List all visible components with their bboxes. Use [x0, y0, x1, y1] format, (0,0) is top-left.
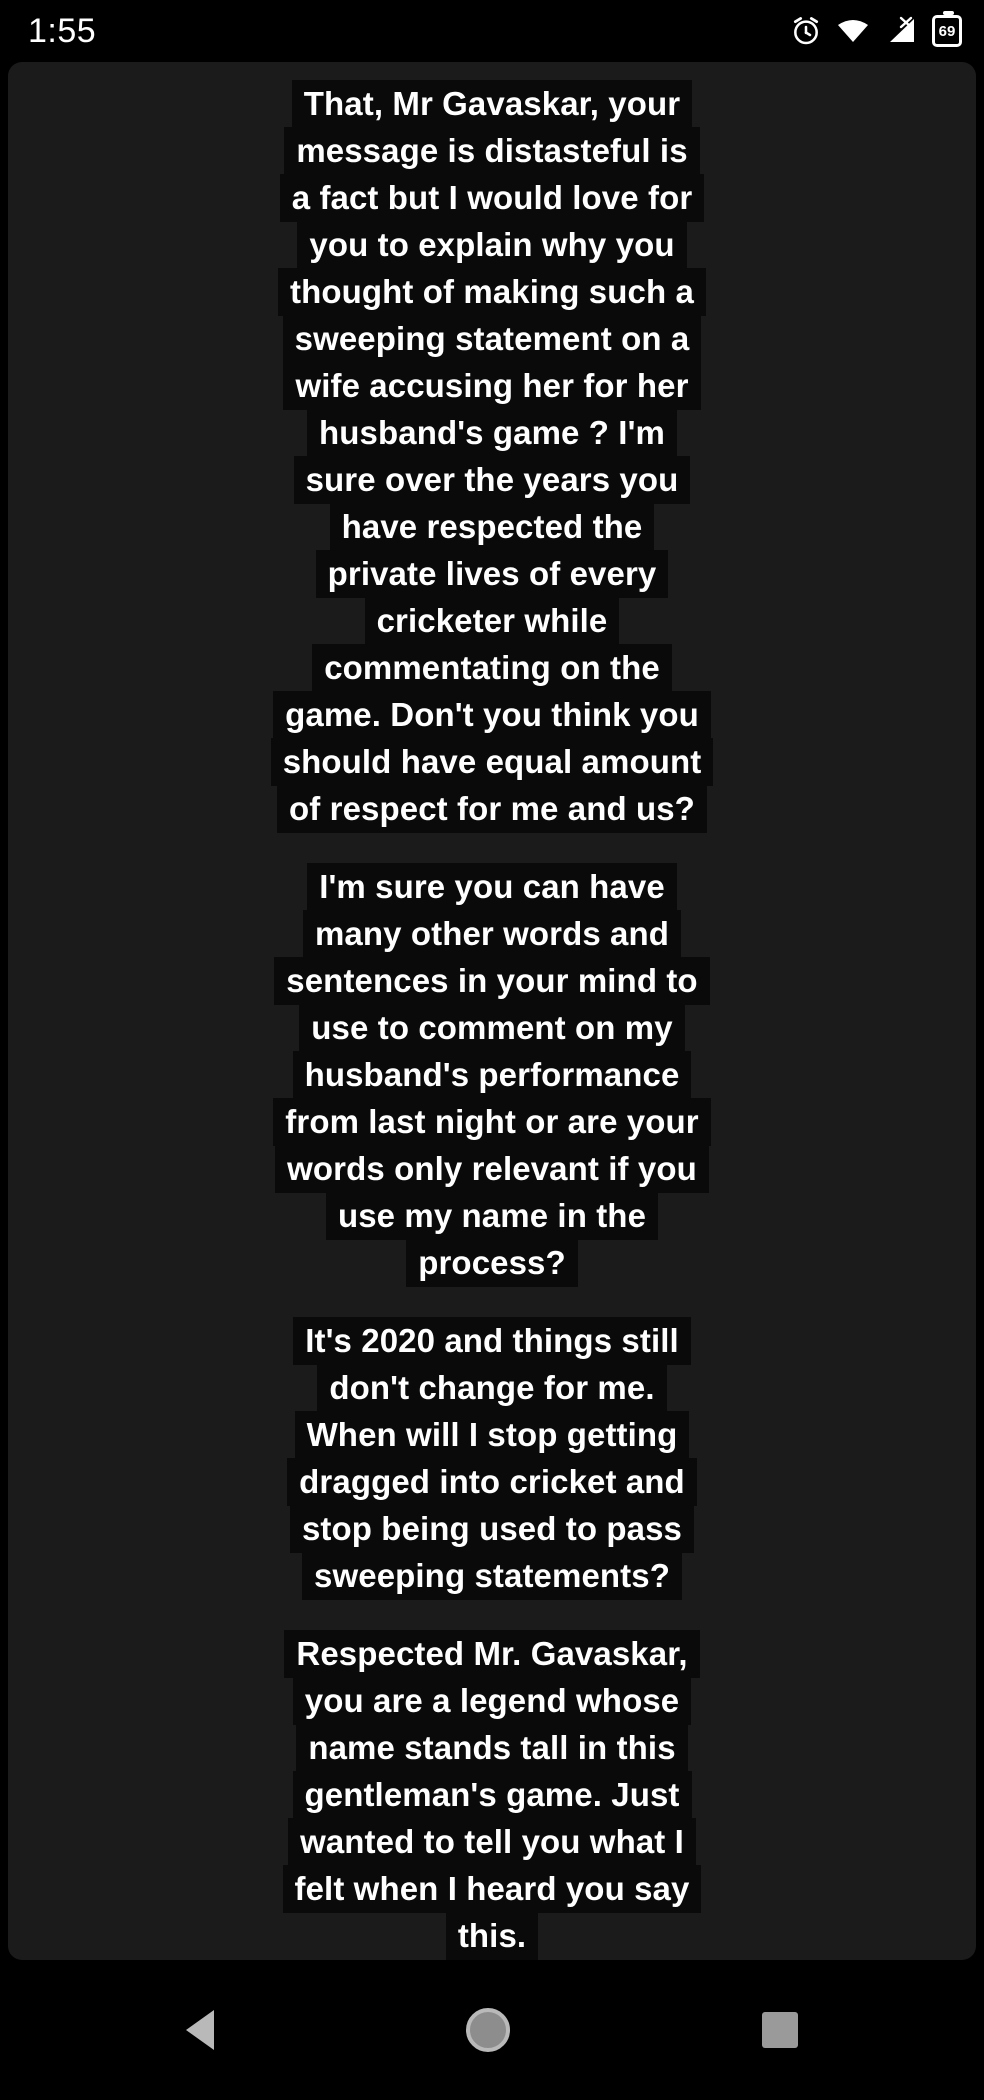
story-text-line: commentating on the [312, 644, 672, 692]
back-icon[interactable] [186, 2010, 214, 2050]
story-content-area[interactable] [8, 62, 976, 1960]
story-text-line: Respected Mr. Gavaskar, [284, 1630, 699, 1678]
story-text-line: thought of making such a [278, 268, 706, 316]
story-text-line: husband's performance [293, 1051, 692, 1099]
story-text-line: wanted to tell you what I [288, 1818, 696, 1866]
story-text-line: from last night or are your [273, 1098, 710, 1146]
battery-level: 69 [938, 22, 956, 40]
story-text-line: name stands tall in this [296, 1724, 687, 1772]
wifi-icon [836, 17, 870, 45]
story-paragraph [8, 1630, 976, 1960]
story-text-line: That, Mr Gavaskar, your [292, 80, 692, 128]
story-paragraph [8, 1317, 976, 1600]
story-text-line: words only relevant if you [275, 1145, 709, 1193]
story-text-line: a fact but I would love for [280, 174, 705, 222]
story-text-line: process? [406, 1239, 578, 1287]
story-text-line: felt when I heard you say [283, 1865, 702, 1913]
story-paragraph [8, 863, 976, 1287]
story-text-line: use to comment on my [299, 1004, 684, 1052]
alarm-icon [790, 15, 822, 47]
story-text-line: use my name in the [326, 1192, 658, 1240]
story-text-line: sweeping statement on a [283, 315, 702, 363]
story-text-line: sweeping statements? [302, 1552, 682, 1600]
battery-icon [932, 15, 962, 47]
story-text-line: When will I stop getting [295, 1411, 690, 1459]
story-text-line: this. [446, 1912, 538, 1960]
story-text-line: sentences in your mind to [274, 957, 709, 1005]
story-text-line: have respected the [330, 503, 655, 551]
navigation-bar [0, 1960, 984, 2100]
story-text-line: you to explain why you [297, 221, 686, 269]
status-clock: 1:55 [28, 11, 97, 50]
story-text-line: should have equal amount [271, 738, 714, 786]
story-text-line: game. Don't you think you [273, 691, 711, 739]
story-text-blocks [8, 80, 976, 1960]
story-text-line: don't change for me. [317, 1364, 666, 1412]
story-text-line: sure over the years you [294, 456, 691, 504]
story-text-line: wife accusing her for her [283, 362, 700, 410]
status-icon-group [790, 15, 962, 47]
status-bar [0, 0, 984, 62]
story-text-line: private lives of every [316, 550, 669, 598]
story-text-line: gentleman's game. Just [293, 1771, 692, 1819]
story-text-line: I'm sure you can have [307, 863, 677, 911]
home-icon[interactable] [466, 2008, 510, 2052]
story-text-line: dragged into cricket and [287, 1458, 697, 1506]
story-text-line: of respect for me and us? [277, 785, 707, 833]
story-text-line: many other words and [303, 910, 681, 958]
story-paragraph [8, 80, 976, 833]
story-text-line: you are a legend whose [293, 1677, 691, 1725]
story-text-line: cricketer while [365, 597, 620, 645]
recents-icon[interactable] [762, 2012, 798, 2048]
story-text-line: It's 2020 and things still [293, 1317, 691, 1365]
story-text-line: message is distasteful is [284, 127, 699, 175]
signal-icon [884, 16, 918, 46]
story-text-line: stop being used to pass [290, 1505, 694, 1553]
story-text-line: husband's game ? I'm [307, 409, 677, 457]
